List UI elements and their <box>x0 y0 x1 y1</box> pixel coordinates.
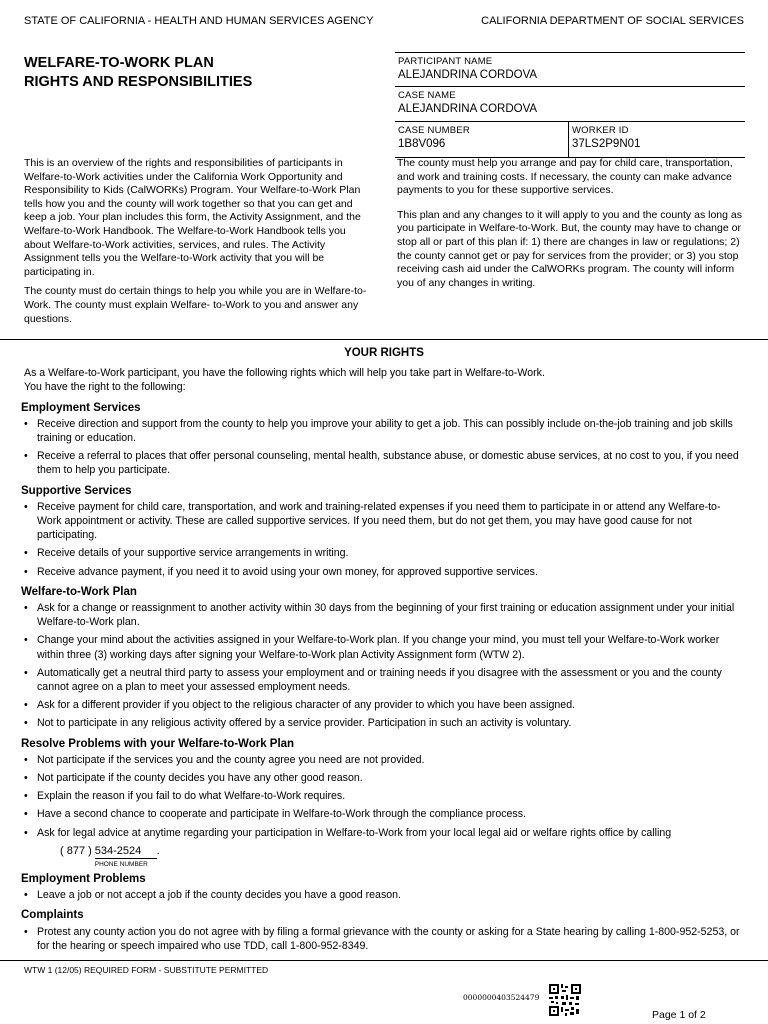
list-item-text: Automatically get a neutral third party to assess your employment and or training needs if you disagree with the assessment or you and the county cannot agree on a plan to meet your assessed employment needs. <box>37 666 722 694</box>
bullet-icon: • <box>24 699 28 712</box>
page-number: Page 1 of 2 <box>652 1009 706 1021</box>
title-line-1: WELFARE-TO-WORK PLAN <box>24 55 214 71</box>
bullet-icon: • <box>24 634 28 647</box>
list-item-text: Explain the reason if you fail to do what Welfare-to-Work requires. <box>37 790 346 803</box>
intro-left-paragraph-2: The county must do certain things to help you while you are in Welfare-to-Work. The county must explain Welfare- to-Work to you and answer any questions. <box>24 285 367 325</box>
list-item <box>0 771 740 785</box>
bullet-icon: • <box>24 602 28 615</box>
agency-header: STATE OF CALIFORNIA - HEALTH AND HUMAN SERVICES AGENCY <box>24 15 374 27</box>
worker-id-value[interactable]: 37LS2P9N01 <box>572 138 641 150</box>
bullet-icon: • <box>24 450 28 463</box>
your-rights-heading: YOUR RIGHTS <box>344 347 424 359</box>
list-item-text: Ask for legal advice at anytime regarding your participation in Welfare-to-Work from your local legal aid or welfare rights office by calling <box>37 826 672 839</box>
participant-name-box <box>395 52 745 87</box>
phone-number-label: PHONE NUMBER <box>94 860 148 868</box>
list-item <box>0 753 740 767</box>
list-item <box>0 925 740 953</box>
footer-divider <box>0 960 768 961</box>
your-rights-section <box>0 346 768 957</box>
section-heading: Employment Problems <box>21 872 146 885</box>
bullet-list <box>0 925 740 953</box>
department-header: CALIFORNIA DEPARTMENT OF SOCIAL SERVICES <box>481 15 744 27</box>
barcode-number: 0000000403524479 <box>463 993 540 1002</box>
section-divider <box>0 339 768 340</box>
bullet-icon: • <box>24 772 28 785</box>
participant-name-label: PARTICIPANT NAME <box>398 56 493 67</box>
list-item-text: Ask for a different provider if you object to the religious character of any provider to which you have been assigned. <box>37 699 576 712</box>
list-item <box>0 698 740 712</box>
list-item-text: Receive direction and support from the county to help you improve your ability to get a job. This can possibly include on-the-job training and job skills training or education. <box>37 417 733 445</box>
list-item-text: Ask for a change or reassignment to another activity within 30 days from the beginning of your first training or education assignment under your initial Welfare-to-Work plan. <box>37 602 735 629</box>
case-number-label: CASE NUMBER <box>398 125 470 136</box>
intro-right-column <box>397 157 743 296</box>
list-item <box>0 716 740 730</box>
list-item-text: Not to participate in any religious activity offered by a service provider. Participation in such an activity is voluntary. <box>37 717 572 730</box>
qr-code-icon <box>548 983 582 1017</box>
list-item-text: Receive a referral to places that offer personal counseling, mental health, substance abuse, or domestic abuse services, at no cost to you, if you need them to help you participate. <box>37 450 739 477</box>
bullet-icon: • <box>24 925 28 938</box>
case-name-label: CASE NAME <box>398 90 456 101</box>
list-item-text: Leave a job or not accept a job if the county decides you have a good reason. <box>37 889 401 902</box>
form-id: WTW 1 (12/05) REQUIRED FORM - SUBSTITUTE PERMITTED <box>24 965 269 975</box>
case-number-box <box>395 121 745 158</box>
section-heading: Welfare-to-Work Plan <box>21 585 137 598</box>
list-item <box>0 888 740 902</box>
bullet-list <box>0 753 740 840</box>
list-item <box>0 666 740 694</box>
intro-left-column <box>24 157 369 332</box>
list-item <box>0 565 740 579</box>
list-item-text: Receive details of your supportive service arrangements in writing. <box>37 547 349 560</box>
list-item <box>0 826 740 840</box>
bullet-icon: • <box>24 808 28 821</box>
list-item-text: Have a second chance to cooperate and participate in Welfare-to-Work through the compliance process. <box>37 808 526 821</box>
rights-intro-2: You have the right to the following: <box>24 381 186 394</box>
title-line-2: RIGHTS AND RESPONSIBILITIES <box>24 74 253 90</box>
list-item <box>0 546 740 560</box>
bullet-icon: • <box>24 889 28 902</box>
participant-name-value[interactable]: ALEJANDRINA CORDOVA <box>398 69 538 81</box>
bullet-list <box>0 888 740 902</box>
bullet-icon: • <box>24 790 28 803</box>
bullet-list <box>0 601 740 731</box>
list-item-text: Not participate if the services you and the county agree you need are not provided. <box>37 753 425 766</box>
form-title <box>24 54 252 92</box>
phone-number-field <box>0 844 740 866</box>
section-heading: Employment Services <box>21 401 141 414</box>
bullet-icon: • <box>24 826 28 839</box>
bullet-icon: • <box>24 666 28 679</box>
case-number-value[interactable]: 1B8V096 <box>398 138 446 150</box>
list-item-text: Receive payment for child care, transportation, and work and training-related expenses if you need them to participate in or attend any Welfare-to-Work appointment or activity. These are called supportive services. If you need them, but do not get them, you may have good cause for not participating. <box>37 500 721 542</box>
intro-right-paragraph-2: This plan and any changes to it will apply to you and the county as long as you participate in Welfare-to-Work. But, the county may have to change or stop all or part of this plan if: 1) there are changes in law or regulations; 2) the county cannot get or pay for services from the provider; or 3) you stop receiving cash aid under the CalWORKs program. The county will inform you of any changes in writing. <box>397 208 742 289</box>
case-name-box <box>395 86 745 121</box>
worker-id-label: WORKER ID <box>572 125 629 136</box>
list-item <box>0 807 740 821</box>
rights-sections <box>0 401 740 953</box>
bullet-icon: • <box>24 565 28 578</box>
list-item <box>0 417 740 445</box>
bullet-icon: • <box>24 547 28 560</box>
case-name-value[interactable]: ALEJANDRINA CORDOVA <box>398 103 538 115</box>
list-item <box>0 633 740 661</box>
section-heading: Supportive Services <box>21 484 132 497</box>
list-item-text: Receive advance payment, if you need it to avoid using your own money, for approved supportive services. <box>37 565 538 578</box>
bullet-list <box>0 500 740 579</box>
bullet-list <box>0 417 740 478</box>
phone-area-code[interactable]: ( 877 ) <box>60 844 92 857</box>
intro-left-paragraph-1: This is an overview of the rights and responsibilities of participants in Welfare-to-Work activities under the California Work Opportunity and Responsibility to Kids (CalWORKs) Program. Your Welfare-to-Work Plan tells how you and the county will work together so that you can get and keep a job. Your plan includes this form, the Activity Assignment, and the Welfare-to-Work Handbook. The Welfare-to-Work Handbook tells you about Welfare-to-Work activities, services, and rules. The Activity Assignment tells you the Welfare-to-Work activity that you will be participating in. <box>24 157 361 278</box>
list-item <box>0 601 740 629</box>
list-item <box>0 500 740 543</box>
bullet-icon: • <box>24 417 28 430</box>
rights-intro-1: As a Welfare-to-Work participant, you have the following rights which will help you take part in Welfare-to-Work. <box>24 367 545 380</box>
section-heading: Complaints <box>21 909 84 922</box>
bullet-icon: • <box>24 717 28 730</box>
section-heading: Resolve Problems with your Welfare-to-Work Plan <box>21 737 295 750</box>
intro-right-paragraph-1: The county must help you arrange and pay for child care, transportation, and work and training costs. If necessary, the county can make advance payments to you for these supportive services. <box>397 157 733 197</box>
phone-number[interactable]: 534-2524 <box>94 844 142 857</box>
list-item <box>0 449 740 477</box>
list-item-text: Protest any county action you do not agree with by filing a formal grievance with the county or asking for a State hearing by calling 1-800-952-5253, or for the hearing or speech impaired who use TDD, call 1-800-952-8349. <box>37 925 740 952</box>
list-item <box>0 789 740 803</box>
phone-period: . <box>156 844 160 857</box>
list-item-text: Change your mind about the activities assigned in your Welfare-to-Work plan. If you change your mind, you must tell your Welfare-to-Work worker within three (3) working days after signing your Welfare-to-Work plan Activity Assignment form (WTW 2). <box>37 634 720 661</box>
bullet-icon: • <box>24 753 28 766</box>
bullet-icon: • <box>24 500 28 513</box>
list-item-text: Not participate if the county decides you have any other good reason. <box>37 772 363 785</box>
